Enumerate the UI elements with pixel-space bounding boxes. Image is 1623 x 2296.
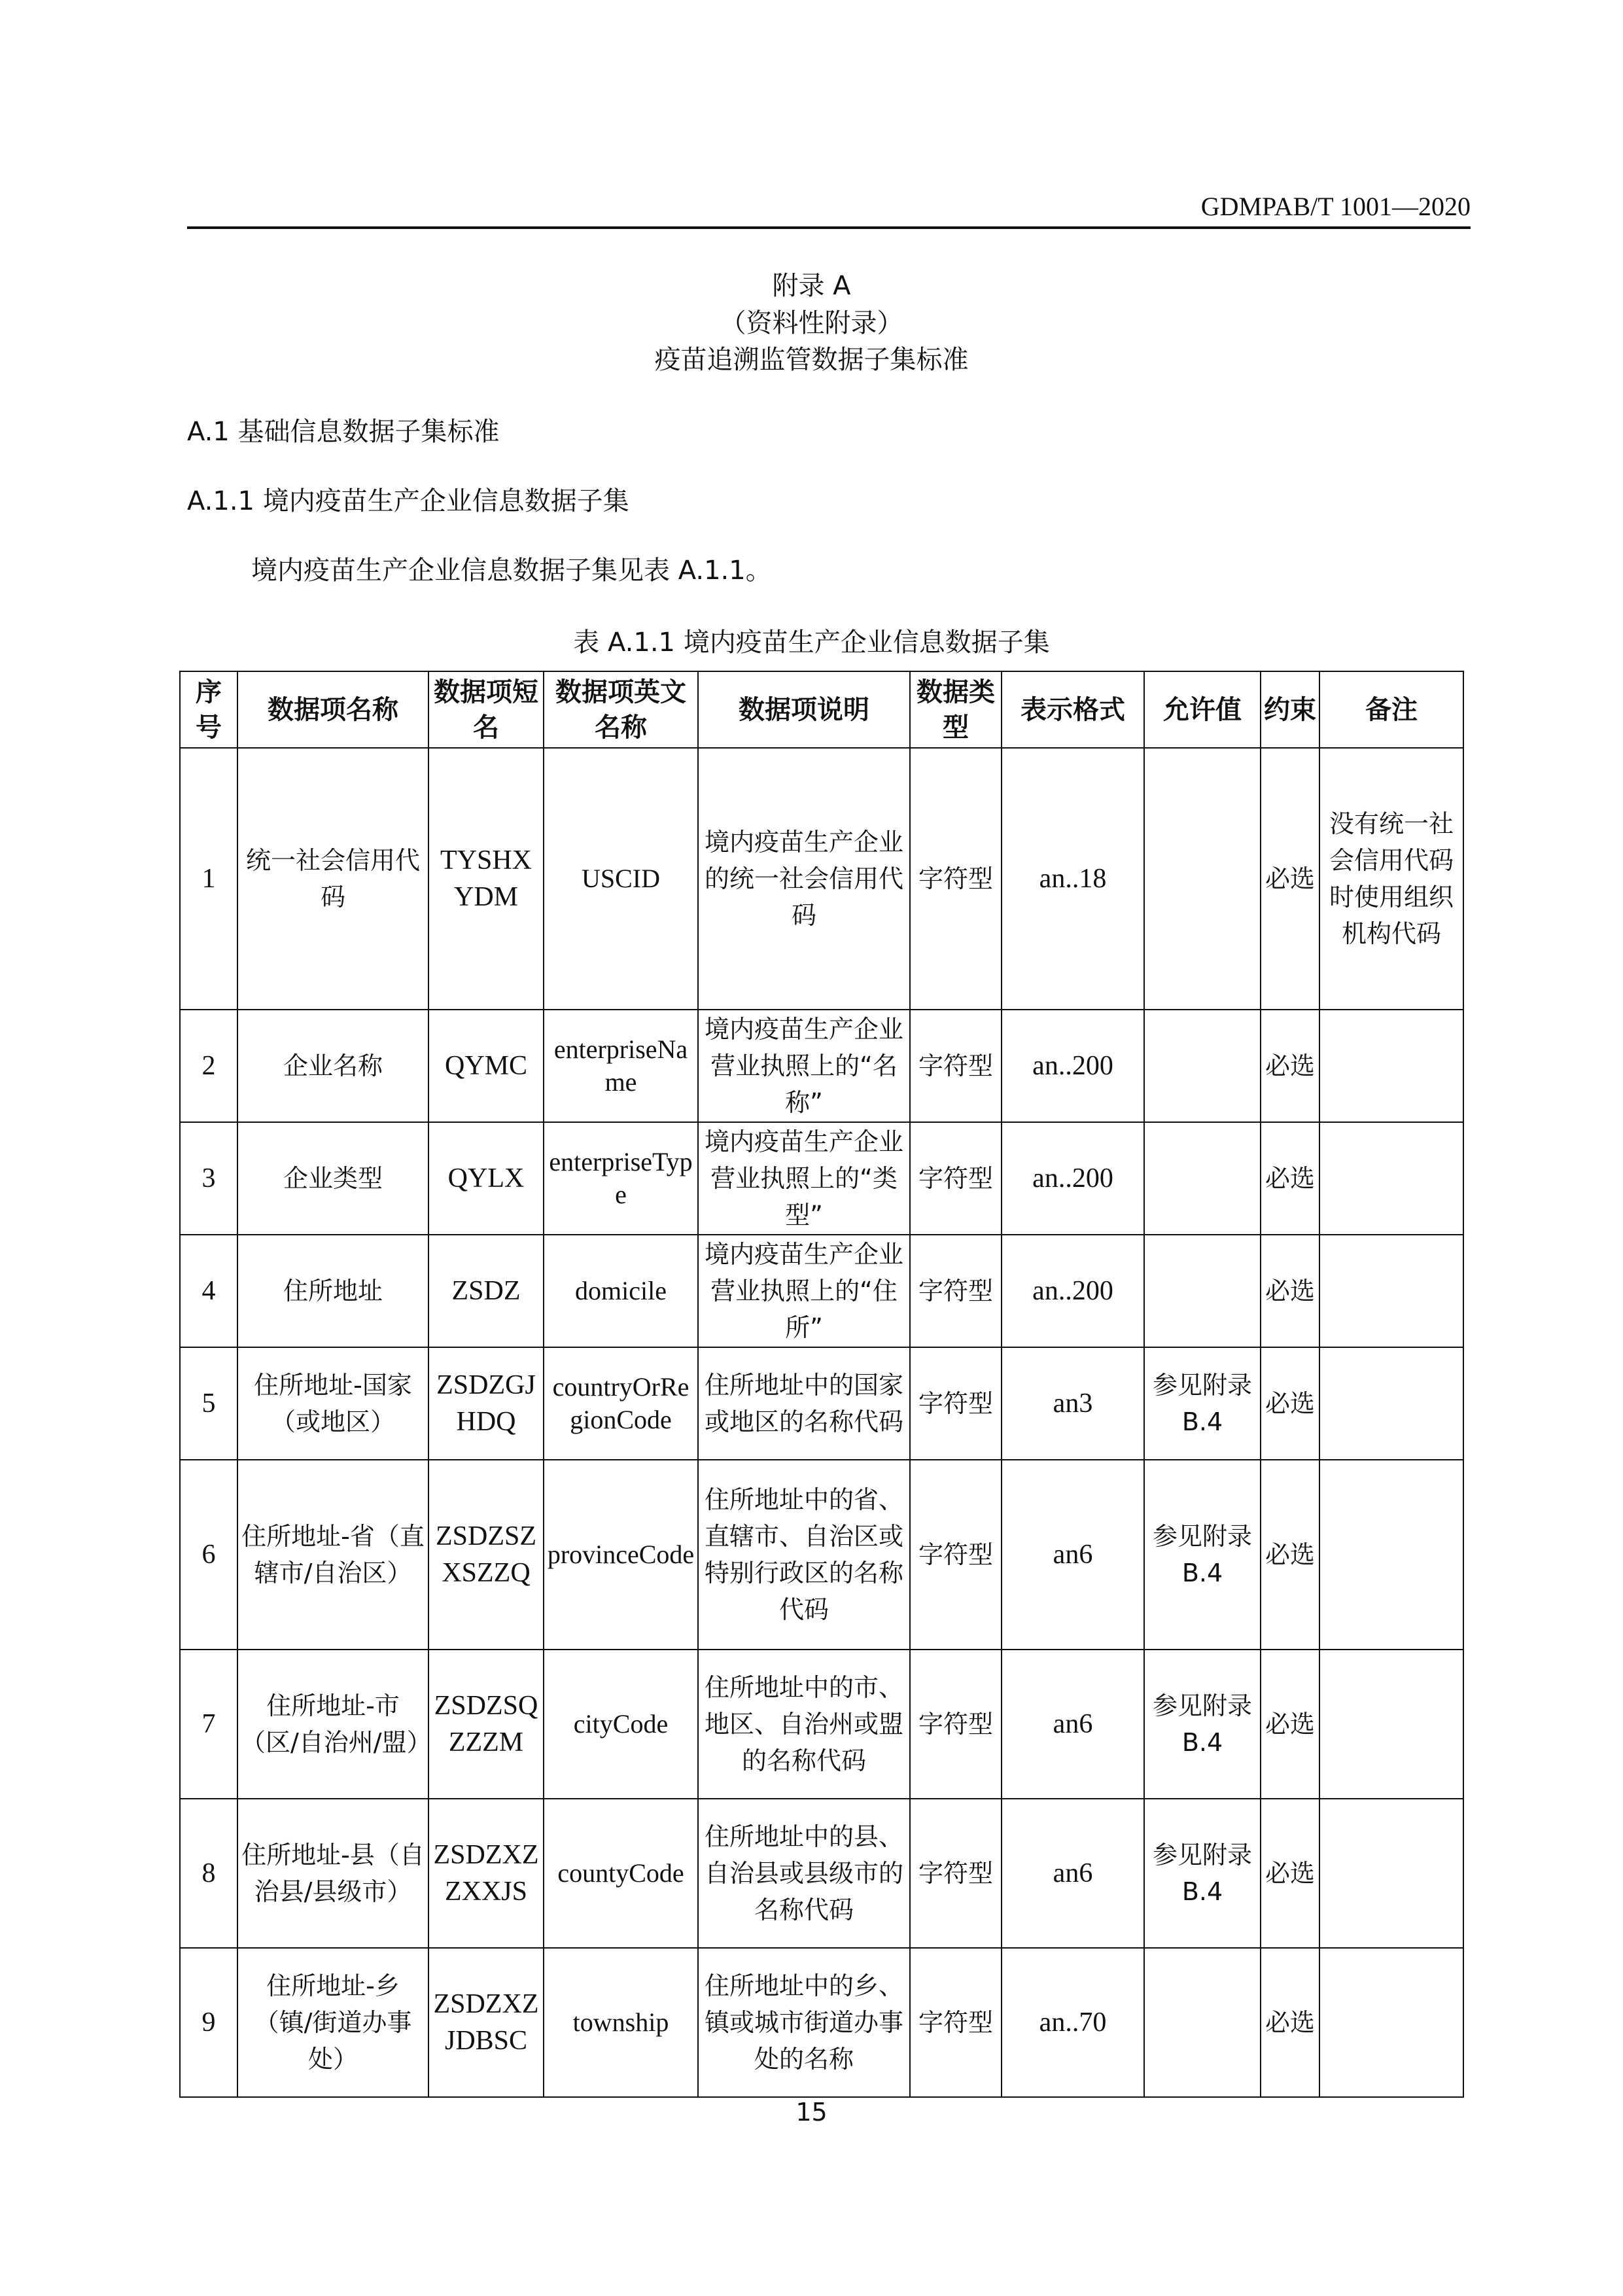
cell-seq: 1 bbox=[180, 748, 237, 1010]
cell-name: 企业类型 bbox=[237, 1122, 428, 1235]
cell-name: 企业名称 bbox=[237, 1010, 428, 1122]
cell-english-name: enterpriseName bbox=[544, 1010, 698, 1122]
header-rule bbox=[187, 226, 1471, 229]
table-row bbox=[180, 1650, 1463, 1799]
cell-constraint: 必选 bbox=[1261, 748, 1319, 1010]
cell-seq: 8 bbox=[180, 1799, 237, 1948]
cell-description: 境内疫苗生产企业营业执照上的“住所” bbox=[698, 1235, 910, 1347]
table-header-row bbox=[180, 671, 1463, 748]
header-cell: 允许值 bbox=[1144, 671, 1261, 748]
cell-note bbox=[1319, 1948, 1463, 2097]
page-number: 15 bbox=[795, 2098, 828, 2127]
header-cell: 数据项短名 bbox=[428, 671, 544, 748]
cell-description: 住所地址中的省、直辖市、自治区或特别行政区的名称代码 bbox=[698, 1460, 910, 1650]
cell-short-name: ZSDZXZJDBSC bbox=[428, 1948, 544, 2097]
cell-description: 住所地址中的国家或地区的名称代码 bbox=[698, 1347, 910, 1460]
cell-data-type: 字符型 bbox=[910, 748, 1002, 1010]
cell-description: 住所地址中的县、自治县或县级市的名称代码 bbox=[698, 1799, 910, 1948]
section-heading-a11: A.1.1 境内疫苗生产企业信息数据子集 bbox=[187, 486, 629, 516]
cell-seq: 6 bbox=[180, 1460, 237, 1650]
cell-constraint: 必选 bbox=[1261, 1799, 1319, 1948]
cell-allowed-value bbox=[1144, 748, 1261, 1010]
cell-note bbox=[1319, 1347, 1463, 1460]
cell-name: 统一社会信用代码 bbox=[237, 748, 428, 1010]
cell-note bbox=[1319, 1235, 1463, 1347]
cell-data-type: 字符型 bbox=[910, 1235, 1002, 1347]
section-heading-a1: A.1 基础信息数据子集标准 bbox=[187, 417, 500, 447]
cell-english-name: domicile bbox=[544, 1235, 698, 1347]
cell-english-name: enterpriseType bbox=[544, 1122, 698, 1235]
cell-allowed-value: 参见附录B.4 bbox=[1144, 1799, 1261, 1948]
appendix-label: 附录 A bbox=[772, 271, 851, 301]
header-cell: 约束 bbox=[1261, 671, 1319, 748]
data-subset-table bbox=[179, 671, 1464, 2098]
cell-allowed-value bbox=[1144, 1010, 1261, 1122]
cell-allowed-value: 参见附录B.4 bbox=[1144, 1650, 1261, 1799]
table-caption: 表 A.1.1 境内疫苗生产企业信息数据子集 bbox=[573, 627, 1050, 658]
cell-note: 没有统一社会信用代码时使用组织机构代码 bbox=[1319, 748, 1463, 1010]
header-cell: 数据项名称 bbox=[237, 671, 428, 748]
cell-description: 境内疫苗生产企业的统一社会信用代码 bbox=[698, 748, 910, 1010]
header-cell: 数据项英文名称 bbox=[544, 671, 698, 748]
header-cell: 表示格式 bbox=[1002, 671, 1144, 748]
table-row bbox=[180, 1010, 1463, 1122]
table-row bbox=[180, 1235, 1463, 1347]
cell-short-name: ZSDZ bbox=[428, 1235, 544, 1347]
cell-english-name: countyCode bbox=[544, 1799, 698, 1948]
cell-english-name: cityCode bbox=[544, 1650, 698, 1799]
cell-format: an..200 bbox=[1002, 1010, 1144, 1122]
header-cell: 数据项说明 bbox=[698, 671, 910, 748]
table-row bbox=[180, 1948, 1463, 2097]
cell-short-name: QYMC bbox=[428, 1010, 544, 1122]
cell-note bbox=[1319, 1122, 1463, 1235]
cell-format: an6 bbox=[1002, 1650, 1144, 1799]
cell-data-type: 字符型 bbox=[910, 1799, 1002, 1948]
cell-english-name: provinceCode bbox=[544, 1460, 698, 1650]
cell-format: an..18 bbox=[1002, 748, 1144, 1010]
standard-code: GDMPAB/T 1001—2020 bbox=[1200, 192, 1471, 221]
cell-format: an3 bbox=[1002, 1347, 1144, 1460]
cell-constraint: 必选 bbox=[1261, 1460, 1319, 1650]
table-row bbox=[180, 748, 1463, 1010]
cell-seq: 7 bbox=[180, 1650, 237, 1799]
cell-note bbox=[1319, 1799, 1463, 1948]
cell-data-type: 字符型 bbox=[910, 1010, 1002, 1122]
header-cell: 序号 bbox=[180, 671, 237, 748]
table-row bbox=[180, 1122, 1463, 1235]
cell-name: 住所地址-国家（或地区） bbox=[237, 1347, 428, 1460]
cell-name: 住所地址-乡（镇/街道办事处） bbox=[237, 1948, 428, 2097]
cell-name: 住所地址-县（自治县/县级市） bbox=[237, 1799, 428, 1948]
cell-allowed-value: 参见附录B.4 bbox=[1144, 1460, 1261, 1650]
cell-constraint: 必选 bbox=[1261, 1650, 1319, 1799]
appendix-type: （资料性附录） bbox=[720, 308, 903, 338]
cell-allowed-value bbox=[1144, 1235, 1261, 1347]
table-row bbox=[180, 1347, 1463, 1460]
cell-allowed-value bbox=[1144, 1122, 1261, 1235]
cell-constraint: 必选 bbox=[1261, 1948, 1319, 2097]
table-row bbox=[180, 1460, 1463, 1650]
cell-format: an6 bbox=[1002, 1799, 1144, 1948]
cell-short-name: ZSDZGJHDQ bbox=[428, 1347, 544, 1460]
cell-name: 住所地址 bbox=[237, 1235, 428, 1347]
cell-data-type: 字符型 bbox=[910, 1347, 1002, 1460]
cell-short-name: ZSDZSQZZZM bbox=[428, 1650, 544, 1799]
table-row bbox=[180, 1799, 1463, 1948]
cell-name: 住所地址-省（直辖市/自治区） bbox=[237, 1460, 428, 1650]
cell-note bbox=[1319, 1010, 1463, 1122]
cell-format: an..200 bbox=[1002, 1122, 1144, 1235]
cell-allowed-value: 参见附录B.4 bbox=[1144, 1347, 1261, 1460]
cell-english-name: township bbox=[544, 1948, 698, 2097]
cell-constraint: 必选 bbox=[1261, 1235, 1319, 1347]
cell-data-type: 字符型 bbox=[910, 1122, 1002, 1235]
cell-short-name: TYSHXYDM bbox=[428, 748, 544, 1010]
cell-data-type: 字符型 bbox=[910, 1460, 1002, 1650]
cell-constraint: 必选 bbox=[1261, 1122, 1319, 1235]
cell-constraint: 必选 bbox=[1261, 1347, 1319, 1460]
cell-allowed-value bbox=[1144, 1948, 1261, 2097]
appendix-title: 疫苗追溯监管数据子集标准 bbox=[654, 345, 969, 375]
cell-seq: 9 bbox=[180, 1948, 237, 2097]
cell-seq: 2 bbox=[180, 1010, 237, 1122]
cell-format: an6 bbox=[1002, 1460, 1144, 1650]
cell-seq: 5 bbox=[180, 1347, 237, 1460]
cell-description: 境内疫苗生产企业营业执照上的“类型” bbox=[698, 1122, 910, 1235]
cell-constraint: 必选 bbox=[1261, 1010, 1319, 1122]
header-cell: 数据类型 bbox=[910, 671, 1002, 748]
cell-short-name: QYLX bbox=[428, 1122, 544, 1235]
cell-english-name: USCID bbox=[544, 748, 698, 1010]
cell-description: 住所地址中的乡、镇或城市街道办事处的名称 bbox=[698, 1948, 910, 2097]
cell-seq: 3 bbox=[180, 1122, 237, 1235]
header-cell: 备注 bbox=[1319, 671, 1463, 748]
cell-name: 住所地址-市（区/自治州/盟） bbox=[237, 1650, 428, 1799]
cell-description: 境内疫苗生产企业营业执照上的“名称” bbox=[698, 1010, 910, 1122]
cell-short-name: ZSDZSZXSZZQ bbox=[428, 1460, 544, 1650]
cell-note bbox=[1319, 1650, 1463, 1799]
cell-description: 住所地址中的市、地区、自治州或盟的名称代码 bbox=[698, 1650, 910, 1799]
cell-english-name: countryOrRegionCode bbox=[544, 1347, 698, 1460]
cell-seq: 4 bbox=[180, 1235, 237, 1347]
cell-short-name: ZSDZXZZXXJS bbox=[428, 1799, 544, 1948]
cell-note bbox=[1319, 1460, 1463, 1650]
cell-data-type: 字符型 bbox=[910, 1948, 1002, 2097]
cell-data-type: 字符型 bbox=[910, 1650, 1002, 1799]
cell-format: an..200 bbox=[1002, 1235, 1144, 1347]
cell-format: an..70 bbox=[1002, 1948, 1144, 2097]
intro-paragraph: 境内疫苗生产企业信息数据子集见表 A.1.1。 bbox=[251, 556, 772, 586]
